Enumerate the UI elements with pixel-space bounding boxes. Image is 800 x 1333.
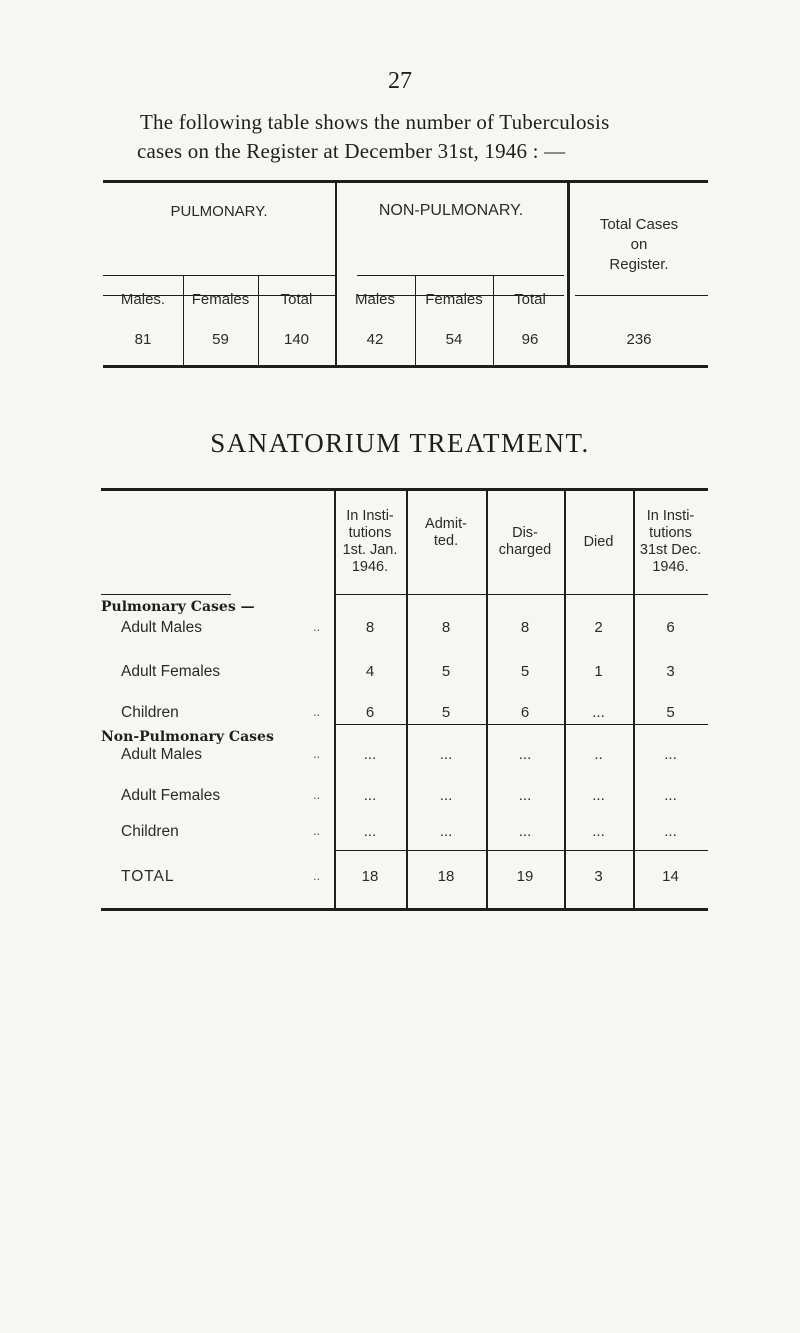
cell-value: ... <box>518 823 532 840</box>
cell-value: 6 <box>666 619 675 636</box>
header-admitted <box>406 516 486 550</box>
non-pulmonary-group-header: NON-PULMONARY. <box>378 202 524 219</box>
table-top-rule <box>101 488 708 491</box>
total-value: 19 <box>516 868 534 885</box>
header-line: tutions <box>348 525 392 541</box>
row-label: Adult Females <box>121 787 221 804</box>
leader-dots: .. <box>313 746 321 761</box>
total-register-header <box>570 215 708 275</box>
header-line: 31st Dec. <box>639 542 702 558</box>
page-number: 27 <box>388 68 412 94</box>
col-divider <box>406 488 408 910</box>
cell-value: ... <box>439 787 453 804</box>
cell-value: ... <box>592 823 605 840</box>
value-non-pulmonary-males: 42 <box>366 331 384 348</box>
rule <box>101 594 231 595</box>
leader-dots: .. <box>313 787 321 802</box>
cell-value: 5 <box>441 663 451 680</box>
cell-value: ... <box>518 746 532 763</box>
cell-value: 5 <box>520 663 530 680</box>
cell-value: 5 <box>666 704 675 721</box>
header-line: Dis- <box>512 525 538 541</box>
value-pulmonary-total: 140 <box>283 331 310 348</box>
value-non-pulmonary-total: 96 <box>521 331 539 348</box>
total-value: 14 <box>662 868 679 885</box>
row-label: Children <box>121 704 179 721</box>
cell-value: ... <box>439 823 453 840</box>
col-header-total: Total <box>514 291 546 308</box>
rule <box>575 295 708 296</box>
cell-value: .. <box>594 746 603 763</box>
value-total-register: 236 <box>626 331 652 348</box>
header-line: ted. <box>433 533 459 549</box>
cell-value: ... <box>592 787 605 804</box>
cell-value: 6 <box>365 704 375 721</box>
cell-value: 5 <box>441 704 451 721</box>
cell-value: ... <box>439 746 453 763</box>
header-line: charged <box>498 542 552 558</box>
header-line: tutions <box>649 525 692 541</box>
header-line: In Insti- <box>346 508 394 524</box>
rule <box>103 275 335 276</box>
col-divider <box>493 275 494 365</box>
col-header-females: Females <box>191 291 250 308</box>
cell-value: 4 <box>365 663 375 680</box>
value-pulmonary-males: 81 <box>134 331 152 348</box>
intro-line-2: cases on the Register at December 31st, 1946 : — <box>137 139 566 163</box>
cell-value: 3 <box>666 663 675 680</box>
cell-value: 6 <box>520 704 530 721</box>
col-header-males: Males. <box>120 291 166 308</box>
value-non-pulmonary-females: 54 <box>445 331 463 348</box>
table-bottom-rule <box>101 908 708 911</box>
leader-dots: .. <box>313 619 321 634</box>
cell-value: ... <box>363 746 377 763</box>
rule <box>334 724 708 725</box>
header-in-institutions-jan <box>334 508 406 576</box>
cell-value: 1 <box>594 663 603 680</box>
leader-dots: .. <box>313 704 321 719</box>
leader-dots: .. <box>313 868 321 883</box>
total-header-line: Total Cases <box>599 216 679 233</box>
col-divider <box>415 275 416 365</box>
rule <box>357 275 564 276</box>
section-non-pulmonary-cases: Non-Pulmonary Cases <box>101 729 274 745</box>
col-divider <box>258 275 259 365</box>
rule <box>334 594 708 595</box>
cell-value: ... <box>363 787 377 804</box>
col-divider <box>564 488 566 910</box>
sanatorium-table <box>101 488 708 910</box>
total-value: 18 <box>361 868 379 885</box>
total-value: 18 <box>437 868 455 885</box>
cell-value: ... <box>664 787 677 804</box>
table-bottom-rule <box>103 365 708 368</box>
rule <box>334 850 708 851</box>
header-in-institutions-dec <box>633 508 708 576</box>
col-header-males: Males <box>354 291 395 308</box>
row-label: Children <box>121 823 179 840</box>
intro-line-1: The following table shows the number of Tuberculosis <box>140 110 610 134</box>
cell-value: 2 <box>594 619 603 636</box>
header-line: 1st. Jan. <box>342 542 398 558</box>
total-value: 3 <box>594 868 603 885</box>
row-label: Adult Females <box>121 663 221 680</box>
cell-value: 8 <box>365 619 375 636</box>
section-pulmonary-cases: Pulmonary Cases — <box>101 599 255 615</box>
header-line: In Insti- <box>646 508 695 524</box>
col-header-total: Total <box>280 291 313 308</box>
total-header-line: Register. <box>609 256 669 273</box>
col-divider <box>183 275 184 365</box>
cell-value: 8 <box>441 619 451 636</box>
value-pulmonary-females: 59 <box>212 331 229 348</box>
header-line: Died <box>583 534 614 550</box>
cell-value: 8 <box>520 619 530 636</box>
pulmonary-group-header: PULMONARY. <box>170 203 268 220</box>
row-label: Adult Males <box>121 619 202 636</box>
table-top-rule <box>103 180 708 183</box>
header-discharged <box>486 525 564 559</box>
total-label: TOTAL <box>121 868 175 885</box>
cell-value: ... <box>592 704 605 721</box>
header-line: 1946. <box>652 559 689 575</box>
row-label: Adult Males <box>121 746 202 763</box>
cell-value: ... <box>664 746 677 763</box>
header-line: Admit- <box>425 516 467 532</box>
col-header-females: Females <box>425 291 483 308</box>
header-line: 1946. <box>351 559 389 575</box>
cell-value: ... <box>664 823 677 840</box>
total-header-line: on <box>630 236 648 253</box>
header-died <box>564 534 633 551</box>
cell-value: ... <box>518 787 532 804</box>
register-table <box>103 180 708 368</box>
intro-paragraph <box>137 108 740 166</box>
sanatorium-title: SANATORIUM TREATMENT. <box>210 428 590 458</box>
cell-value: ... <box>363 823 377 840</box>
leader-dots: .. <box>313 823 321 838</box>
